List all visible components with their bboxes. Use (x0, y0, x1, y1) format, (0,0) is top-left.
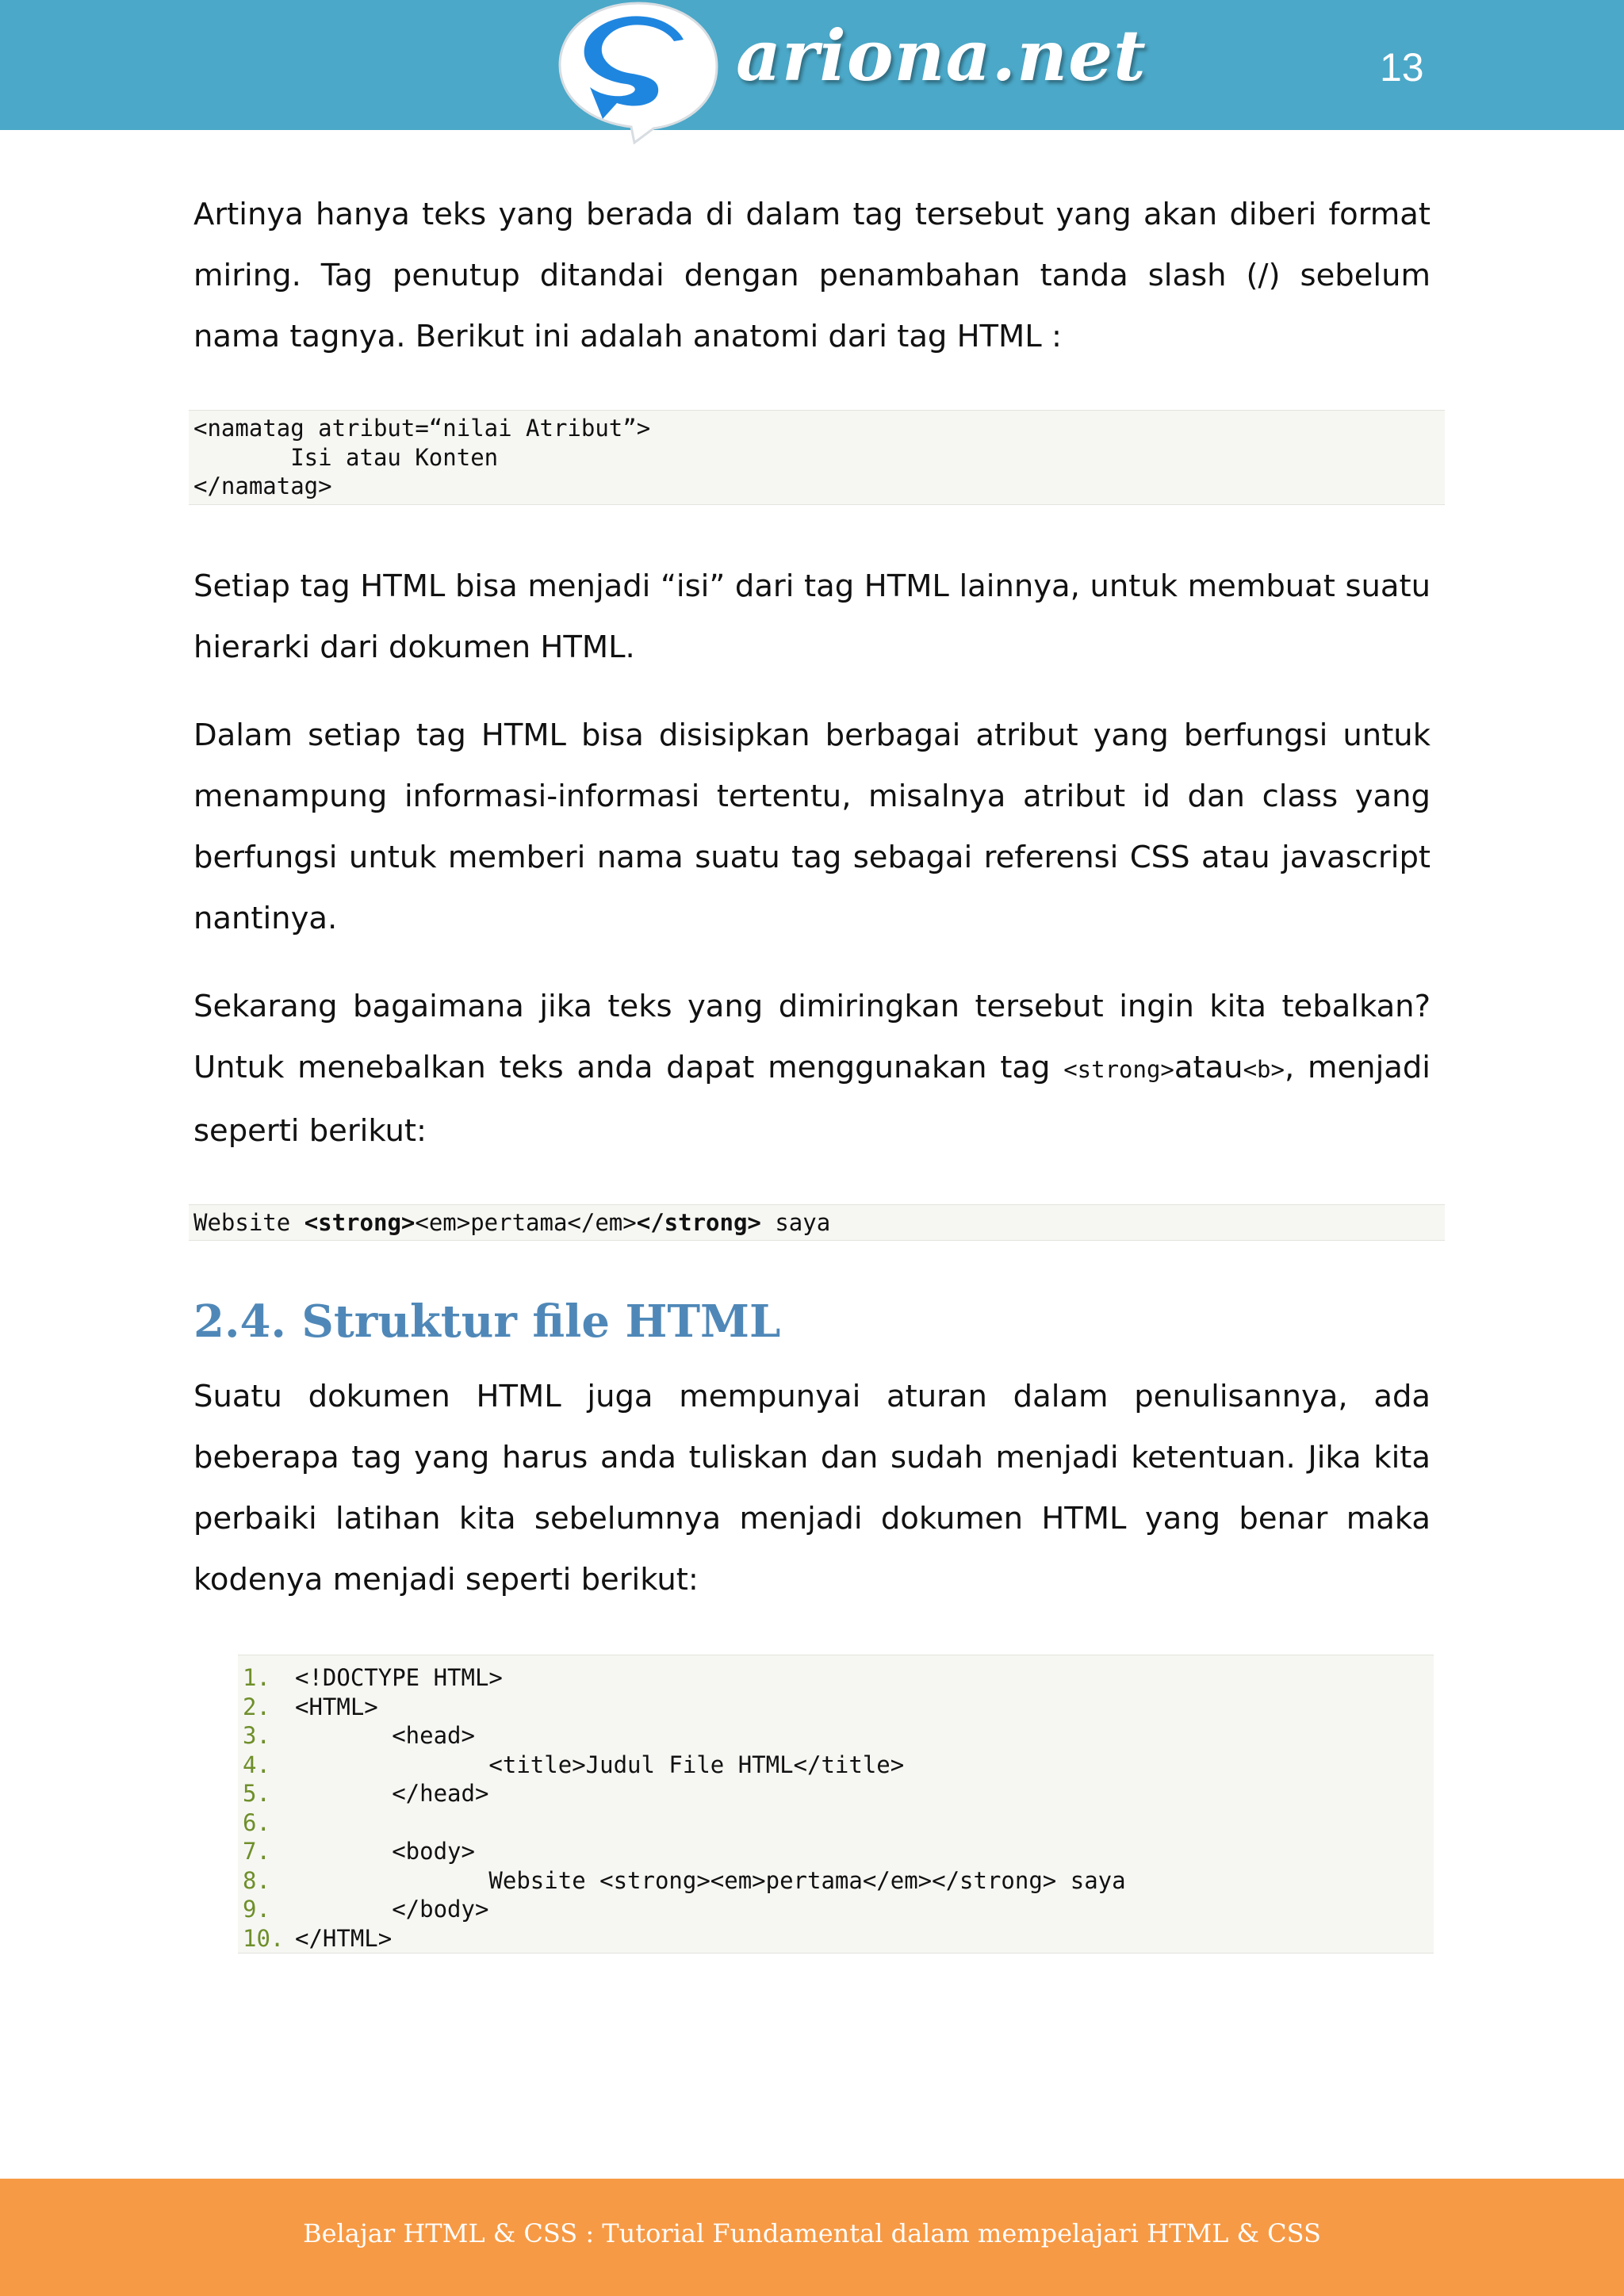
code-text: <em>pertama</em> (415, 1208, 637, 1236)
code-line (238, 1895, 1434, 1924)
code-line: <namatag atribut=“nilai Atribut”> (193, 415, 651, 442)
line-code (295, 1808, 1434, 1838)
paragraph-structure: Suatu dokumen HTML juga mempunyai aturan dalam penulisannya, ada beberapa tag yang harus anda tuliskan dan sudah menjadi ketentuan. Jika kita perbaiki latihan kita sebelumnya menjadi dokumen HTML yang benar maka kodenya menjadi seperti berikut: (193, 1379, 1431, 1598)
page-number: 13 (1380, 45, 1424, 90)
paragraph-strong-text: Sekarang bagaimana jika teks yang dimiringkan tersebut ingin kita tebalkan? Untuk menebalkan teks anda dapat menggunakan tag (193, 988, 1431, 1085)
code-line: Isi atau Konten (193, 443, 499, 471)
line-number: 6. (243, 1808, 270, 1836)
paragraph-strong-end: , menjadi seperti berikut: (193, 1049, 1431, 1149)
paragraph-intro: Artinya hanya teks yang berada di dalam tag tersebut yang akan diberi format miring. Tag penutup ditandai dengan penambahan tanda slash (/) sebelum nama tagnya. Berikut ini adalah anatomi dari tag HTML : (193, 197, 1431, 354)
line-number: 10. (243, 1924, 285, 1952)
code-line (238, 1837, 1434, 1866)
page-content (193, 184, 1431, 1954)
logo-text: ariona.net (736, 14, 1147, 97)
line-number: 7. (243, 1838, 270, 1865)
code-line (238, 1721, 1434, 1751)
line-code: <title>Judul File HTML</title> (295, 1751, 905, 1778)
code-block-strong-example (189, 1204, 1445, 1242)
ariona-logo-icon (555, 0, 722, 144)
line-code: </head> (295, 1780, 489, 1807)
inline-code-strong: <strong> (1063, 1055, 1174, 1083)
code-text-bold: </strong> (636, 1208, 761, 1236)
footer-title: Belajar HTML & CSS : Tutorial Fundamental dalam mempelajari HTML & CSS (303, 2218, 1321, 2248)
line-number: 8. (243, 1866, 270, 1894)
line-number: 4. (243, 1751, 270, 1778)
code-text: Website (193, 1208, 304, 1236)
line-code: Website <strong><em>pertama</em></strong> saya (295, 1866, 1126, 1894)
code-line (193, 1208, 1440, 1238)
line-number: 2. (243, 1693, 270, 1720)
code-line (238, 1866, 1434, 1896)
line-number: 3. (243, 1722, 270, 1749)
code-line (238, 1693, 1434, 1722)
line-number: 5. (243, 1780, 270, 1807)
line-number: 1. (243, 1664, 270, 1691)
inline-code-b: <b> (1243, 1055, 1285, 1083)
code-text-bold: <strong> (304, 1208, 416, 1236)
code-line (238, 1924, 1434, 1954)
line-code: </body> (295, 1896, 489, 1923)
paragraph-attributes: Dalam setiap tag HTML bisa disisipkan berbagai atribut yang berfungsi untuk menampung informasi-informasi tertentu, misalnya atribut id dan class yang berfungsi untuk memberi nama suatu tag sebagai referensi CSS atau javascript nantinya. (193, 717, 1431, 936)
code-block-html-structure (238, 1655, 1434, 1954)
line-code: </HTML> (295, 1924, 393, 1952)
code-line (238, 1751, 1434, 1780)
paragraph-strong (193, 976, 1431, 1161)
site-logo (555, 0, 1147, 147)
code-line (238, 1663, 1434, 1693)
code-line: </namatag> (193, 473, 332, 499)
line-number: 9. (243, 1896, 270, 1923)
section-heading: 2.4. Struktur file HTML (193, 1295, 781, 1348)
page-footer (0, 2179, 1624, 2296)
line-code: <HTML> (295, 1693, 378, 1720)
code-line (238, 1779, 1434, 1808)
code-text: saya (760, 1208, 831, 1236)
line-code: <head> (295, 1722, 475, 1749)
paragraph-hierarchy: Setiap tag HTML bisa menjadi “isi” dari tag HTML lainnya, untuk membuat suatu hierarki dari dokumen HTML. (193, 568, 1431, 665)
line-code: <body> (295, 1838, 475, 1865)
page-header (0, 0, 1624, 130)
code-line (238, 1808, 1434, 1838)
line-code: <!DOCTYPE HTML> (295, 1664, 503, 1691)
paragraph-strong-or: atau (1174, 1049, 1243, 1085)
code-block-tag-anatomy (189, 410, 1445, 505)
